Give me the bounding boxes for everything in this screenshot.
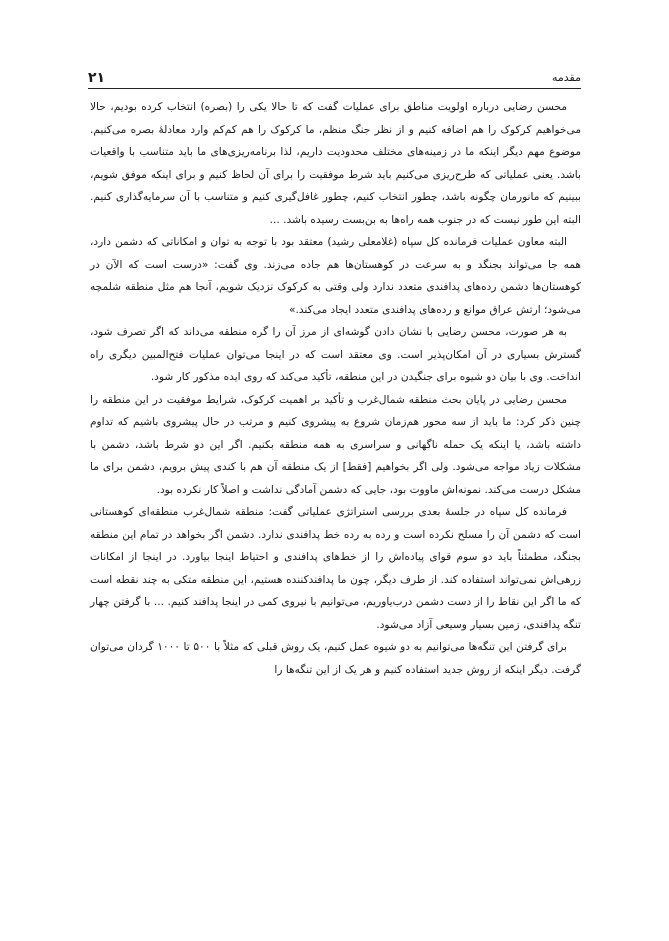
paragraph: البته معاون عملیات فرمانده کل سپاه (غلامعلی رشید) معتقد بود با توجه به توان و امکاناتی که دشمن دارد، همه جا می‌تواند بجنگد و به سرعت در کوهستان‌ها هم جاده می‌زند. وی گفت: «درست است که الآن در کوهستان‌ها دشمن رده‌های پدافندی متعدد ندارد ولی وقتی به کرکوک نزدیک شویم، آنجا هم مثل منطقه شلمچه می‌شود؛ ارتش عراق موانع و رده‌های پدافندی متعدد ایجاد می‌کند.» [90, 236, 581, 316]
paragraph: محسن رضایی در پایان بحث منطقه شمال‌غرب و تأکید بر اهمیت کرکوک، شرایط موفقیت در این منطقه را چنین ذکر کرد: ما باید از سه محور هم‌زمان شروع به پیشروی کنیم و مرتب در حال پیشروی باشیم که تداوم داشته باشد، یا اینکه یک حمله ناگهانی و سراسری به همه منطقه بکنیم. اگر این دو شرط باشد، دشمن با مشکلات زیاد مواجه می‌شود. ولی اگر بخواهیم [فقط] از یک منطقه آن هم با کندی پیش برویم، دشمن برای ما مشکل درست می‌کند. نمونه‌اش ماووت بود، جایی که دشمن آمادگی نداشت و اصلاً کار نکرده بود. [90, 393, 581, 496]
paragraph: به هر صورت، محسن رضایی با نشان دادن گوشه‌ای از مرز آن را گره منطقه می‌داند که اگر تصرف شود، گسترش بسیاری در آن امکان‌پذیر است. وی معتقد است که در اینجا می‌توان عملیات فتح‌المبین دیگری راه انداخت. وی با بیان دو شیوه برای جنگیدن در این منطقه، تأکید می‌کند که روی ایده مذکور کار شود. [90, 326, 581, 383]
body-text [90, 96, 581, 681]
paragraph: برای گرفتن این تنگه‌ها می‌توانیم به دو شیوه عمل کنیم، یک روش قبلی که مثلاً با ۵۰۰ تا ۱۰۰۰ گردان می‌توان گرفت. دیگر اینکه از روش جدید استفاده کنیم و هر یک از این تنگه‌ها را [90, 641, 581, 676]
paragraph: فرمانده کل سپاه در جلسهٔ بعدی بررسی استراتژی عملیاتی گفت: منطقه شمال‌غرب منطقه‌ای کوهستانی است که دشمن آن را مسلح نکرده است و رده به رده خط پدافندی ندارد. دشمن اگر بخواهد در تمام این منطقه بجنگد، مطمئناً باید دو سوم قوای پیاده‌اش را از خط‌های پدافندی و احتیاط اینجا بیاورد. در اینجا از امکانات زرهی‌اش نمی‌تواند استفاده کند. از طرف دیگر، چون ما پدافندکننده هستیم، این منطقه متکی به چند نقطه است که ما اگر این نقاط را از دست دشمن درب‌یاوریم، می‌توانیم با نیروی کمی در اینجا پدافند کنیم. ... با گرفتن چهار تنگه پدافندی، زمین بسیار وسیعی آزاد می‌شود. [90, 506, 581, 631]
section-title: مقدمه [551, 71, 581, 84]
paragraph: محسن رضایی درباره اولویت مناطق برای عملیات گفت که تا حالا یکی را (بصره) انتخاب کرده بودیم، حالا می‌خواهیم کرکوک را هم اضافه کنیم و از نظر جنگ منظم، ما کرکوک را هم کم‌کم وارد معادلهٔ بصره می‌کنیم. موضوع مهم دیگر اینکه ما در زمینه‌های مختلف محدودیت داریم، لذا برنامه‌ریزی‌های ما باید متناسب با واقعیات باشد. یعنی عملیاتی که طرح‌ریزی می‌کنیم باید شرط موفقیت را برای آن لحاظ کنیم و برای اینکه موفق شویم، ببینیم که مانورمان چگونه باشد، چطور انتخاب کنیم، چطور غافل‌گیری کنیم و متناسب با آن سرمایه‌گذاری کنیم. البته این طور نیست که در جنوب همه راه‌ها به بن‌بست رسیده باشد. ... [90, 101, 581, 226]
page-number: ۲۱ [88, 70, 106, 86]
running-header [88, 66, 581, 89]
